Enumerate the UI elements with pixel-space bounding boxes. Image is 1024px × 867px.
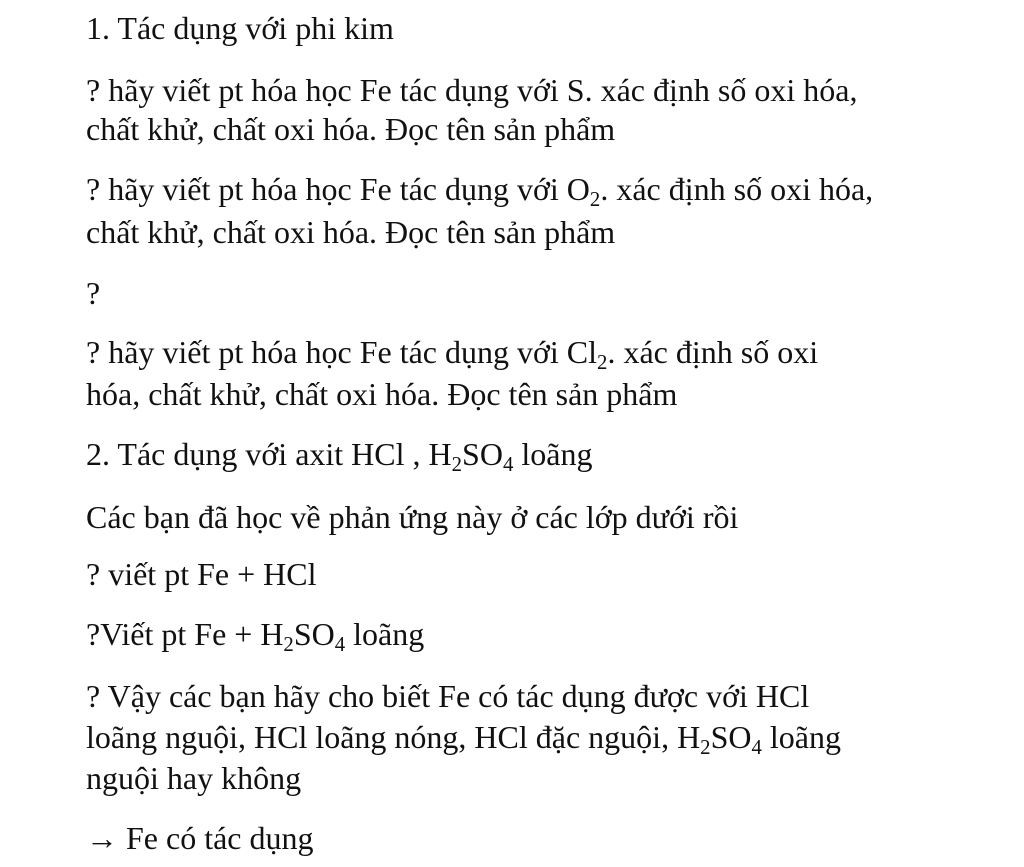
question-conditions-line-1: ? Vậy các bạn hãy cho biết Fe có tác dụng được với HCl bbox=[86, 678, 810, 714]
section-2-heading: 2. Tác dụng với axit HCl , $H_2SO_4$ loãng bbox=[86, 436, 593, 476]
section-2-intro: Các bạn đã học về phản ứng này ở các lớp dưới rồi bbox=[86, 499, 739, 535]
question-conditions-line-2: loãng nguội, HCl loãng nóng, HCl đặc nguội, $H_2SO_4$ loãng bbox=[86, 719, 841, 759]
question-fe-h2so4: ?Viết pt $Fe + H_2SO_4$ loãng bbox=[86, 616, 425, 656]
question-fe-hcl: ? viết pt Fe + HCl bbox=[86, 556, 317, 592]
question-s-line-1: ? hãy viết pt hóa học Fe tác dụng với S. xác định số oxi hóa, bbox=[86, 72, 858, 108]
question-cl2-line-1: ? hãy viết pt hóa học Fe tác dụng với $Cl_2$. xác định số oxi bbox=[86, 334, 819, 374]
answer-line: → Fe có tác dụng bbox=[86, 820, 314, 856]
question-conditions-line-3: nguội hay không bbox=[86, 760, 302, 796]
section-1-heading: 1. Tác dụng với phi kim bbox=[86, 10, 394, 46]
question-o2-line-1: ? hãy viết pt hóa học Fe tác dụng với $O_2$. xác định số oxi hóa, bbox=[86, 171, 874, 211]
question-s-line-2: chất khử, chất oxi hóa. Đọc tên sản phẩm bbox=[86, 111, 616, 147]
question-cl2-line-2: hóa, chất khử, chất oxi hóa. Đọc tên sản phẩm bbox=[86, 376, 678, 412]
question-o2-line-2: chất khử, chất oxi hóa. Đọc tên sản phẩm bbox=[86, 214, 616, 250]
question-empty: ? bbox=[86, 275, 101, 311]
